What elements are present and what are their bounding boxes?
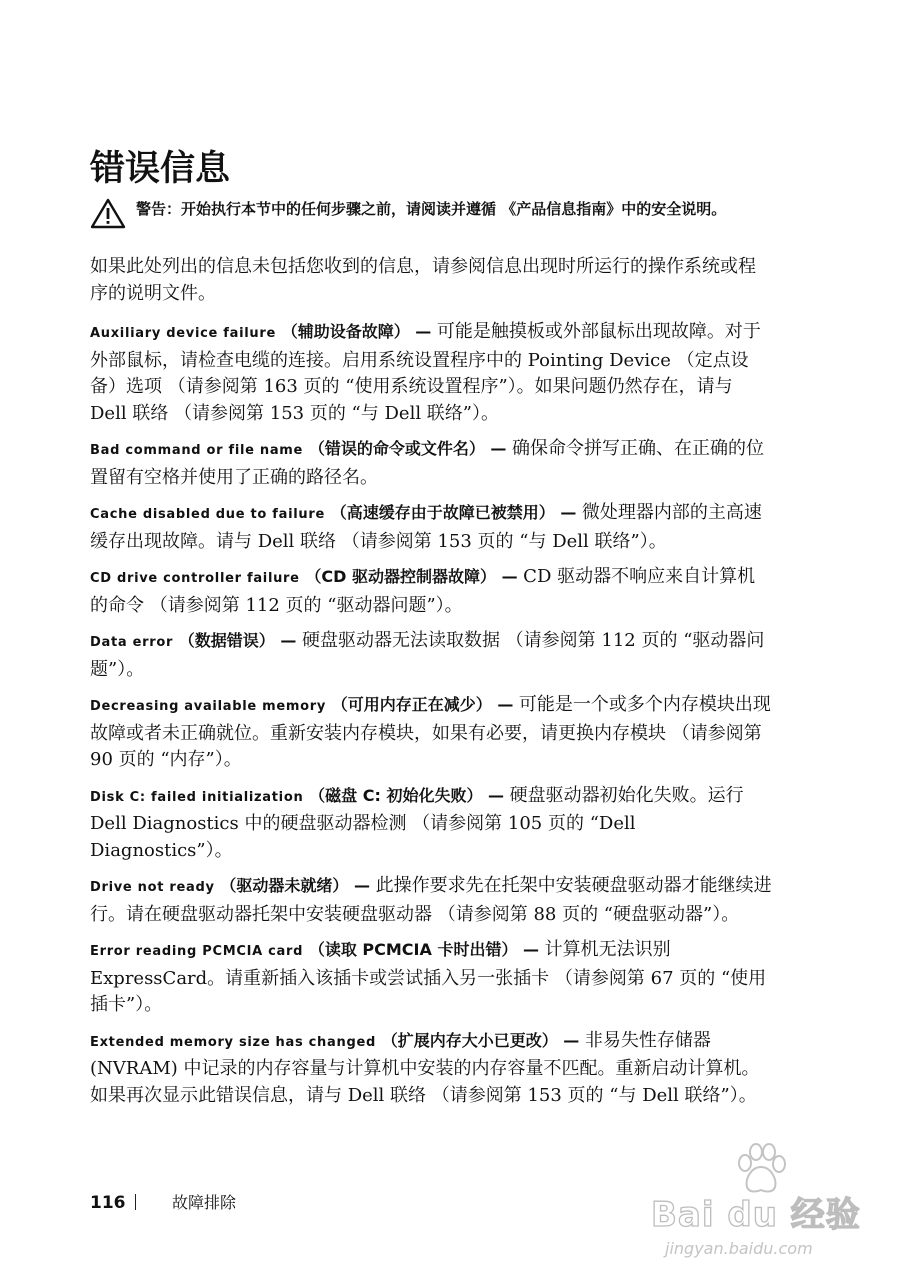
em-dash: — [557, 1030, 585, 1050]
intro-paragraph: 如果此处列出的信息未包括您收到的信息，请参阅信息出现时所运行的操作系统或程序的说明文件。 [90, 256, 756, 304]
error-entry [90, 628, 772, 683]
error-term-cn: （辅助设备故障） [281, 322, 410, 341]
error-term: Drive not ready [90, 880, 215, 895]
error-entry [90, 564, 772, 619]
error-term-cn: （磁盘 C: 初始化失败） [309, 785, 483, 805]
baidu-paw-icon [731, 1143, 791, 1195]
error-entry [90, 436, 772, 491]
error-term-cn: （高速缓存由于故障已被禁用） [330, 503, 555, 522]
error-description: 可能是一个或多个内存模块出现故障或者未正确就位。重新安装内存模块，如果有必要，请更换内存模块 （请参阅第 90 页的 “内存”）。 [90, 694, 771, 770]
error-term-cn: （扩展内存大小已更改） [381, 1030, 558, 1050]
error-term: Error reading PCMCIA card [90, 944, 304, 959]
em-dash: — [554, 503, 582, 522]
em-dash: — [348, 876, 376, 895]
em-dash: — [482, 785, 510, 805]
error-term-cn: （可用内存正在减少） [331, 695, 492, 714]
watermark-url: jingyan.baidu.com [665, 1239, 813, 1258]
page-number: 116 [90, 1193, 126, 1213]
error-term: Bad command or file name [90, 443, 304, 458]
warning-triangle-icon [90, 197, 126, 229]
em-dash: — [484, 439, 512, 458]
error-term: Extended memory size has changed [90, 1034, 376, 1050]
error-term: Cache disabled due to failure [90, 507, 325, 522]
warning-block [90, 197, 780, 221]
error-description: 硬盘驱动器初始化失败。运行 Dell Diagnostics 中的硬盘驱动器检测 （请参阅第 105 页的 “Dell Diagnostics”）。 [90, 784, 744, 861]
em-dash: — [409, 322, 437, 341]
error-term-cn: （错误的命令或文件名） [308, 439, 485, 458]
error-term-cn: （数据错误） [178, 631, 275, 650]
footer-separator [135, 1194, 136, 1210]
error-entry [90, 1028, 772, 1110]
error-entry [90, 500, 772, 555]
em-dash: — [517, 940, 545, 959]
em-dash: — [496, 567, 524, 586]
section-name: 故障排除 [172, 1193, 237, 1212]
watermark-brand: Bai du 经验 [651, 1195, 861, 1235]
error-term: Decreasing available memory [90, 699, 327, 714]
error-description: 确保命令拼写正确、在正确的位置留有空格并使用了正确的路径名。 [90, 438, 764, 488]
error-entry [90, 319, 772, 427]
error-description: 硬盘驱动器无法读取数据 （请参阅第 112 页的 “驱动器问题”）。 [90, 630, 765, 680]
error-term-cn: （CD 驱动器控制器故障） [305, 567, 497, 586]
error-description: 非易失性存储器 (NVRAM) 中记录的内存容量与计算机中安装的内存容量不匹配。重新启动计算机。如果再次显示此错误信息，请与 Dell 联络 （请参阅第 153 页的 “与 Dell 联络”）。 [90, 1029, 760, 1106]
error-entry [90, 783, 772, 865]
em-dash: — [491, 695, 519, 714]
error-term: Auxiliary device failure [90, 326, 276, 341]
error-entry [90, 692, 772, 774]
error-description: 此操作要求先在托架中安装硬盘驱动器才能继续进行。请在硬盘驱动器托架中安装硬盘驱动器 （请参阅第 88 页的 “硬盘驱动器”）。 [90, 875, 772, 925]
error-description: 微处理器内部的主高速缓存出现故障。请与 Dell 联络 （请参阅第 153 页的 “与 Dell 联络”）。 [90, 502, 762, 552]
warning-text: 警告：开始执行本节中的任何步骤之前，请阅读并遵循 《产品信息指南》中的安全说明。 [136, 200, 727, 218]
error-term-cn: （读取 PCMCIA 卡时出错） [308, 940, 518, 959]
error-description: 计算机无法识别 ExpressCard。请重新插入该插卡或尝试插入另一张插卡 （请参阅第 67 页的 “使用插卡”）。 [90, 939, 767, 1015]
error-description: CD 驱动器不响应来自计算机的命令 （请参阅第 112 页的 “驱动器问题”）。 [90, 566, 756, 616]
error-term-cn: （驱动器未就绪） [220, 876, 349, 895]
error-description: 可能是触摸板或外部鼠标出现故障。对于外部鼠标，请检查电缆的连接。启用系统设置程序中的 Pointing Device （定点设备）选项 （请参阅第 163 页的 “使用系统设置程序”）。如果问题仍然存在，请与 Dell 联络 （请参阅第 153 页的 “与 Dell 联络”）。 [90, 321, 761, 424]
error-term: Disk C: failed initialization [90, 789, 304, 805]
baidu-watermark [651, 1143, 881, 1268]
main-content [90, 253, 772, 1118]
error-term: CD drive controller failure [90, 571, 300, 586]
em-dash: — [274, 631, 302, 650]
error-term: Data error [90, 635, 174, 650]
error-entry [90, 873, 772, 928]
page-title: 错误信息 [90, 149, 231, 189]
error-entry [90, 937, 772, 1019]
